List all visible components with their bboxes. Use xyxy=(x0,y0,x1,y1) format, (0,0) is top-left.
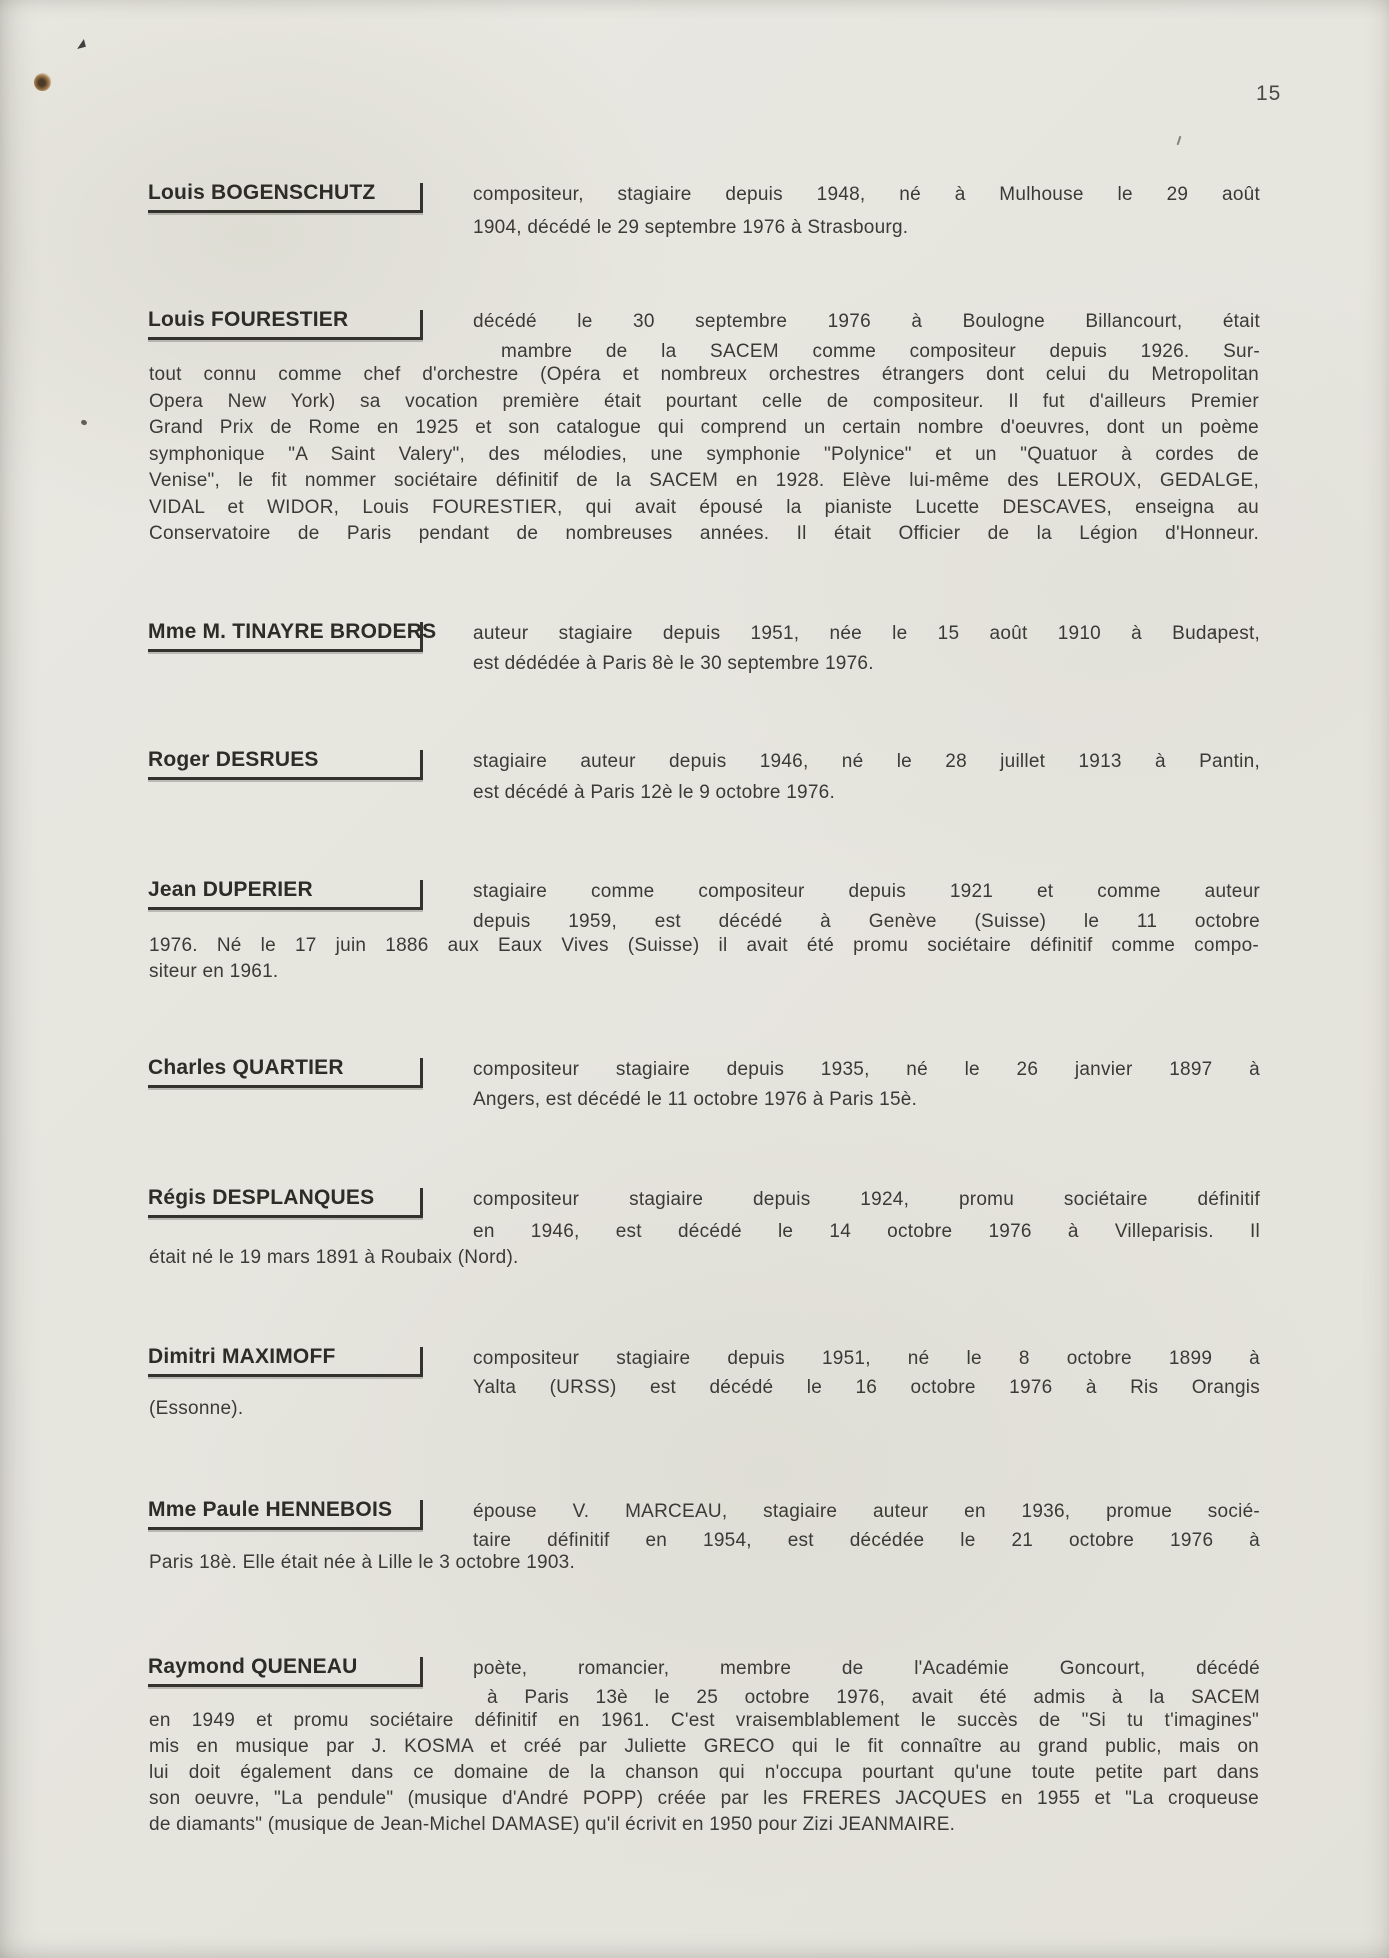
entry-name: Mme M. TINAYRE BRODERS xyxy=(148,620,437,643)
entry-col-line: compositeur stagiaire depuis 1924, promu sociétaire définitif xyxy=(473,1189,1260,1210)
entry-maximoff xyxy=(0,1347,1389,1432)
entry-col-line: décédé le 30 septembre 1976 à Boulogne Billancourt, était xyxy=(473,311,1260,332)
entry-col-line: stagiaire comme compositeur depuis 1921 et comme auteur xyxy=(473,881,1260,902)
entry-full-line: en 1949 et promu sociétaire définitif en 1961. C'est vraisemblablement le succès de "Si tu t'imagines" xyxy=(149,1710,1259,1731)
entry-full-line: de diamants" (musique de Jean-Michel DAMASE) qu'il écrivit en 1950 pour Zizi JEANMAIRE. xyxy=(149,1814,956,1835)
entry-full-line: 1976. Né le 17 juin 1886 aux Eaux Vives (Suisse) il avait été promu sociétaire définitif comme compo- xyxy=(149,935,1259,956)
entry-full-line: Grand Prix de Rome en 1925 et son catalogue qui comprend un certain nombre d'oeuvres, dont un poème xyxy=(149,417,1259,438)
entry-col-line: Angers, est décédé le 11 octobre 1976 à Paris 15è. xyxy=(473,1089,918,1110)
entry-name: Louis FOURESTIER xyxy=(148,308,349,331)
entry-name-block xyxy=(148,878,420,908)
name-underline xyxy=(148,1058,423,1088)
entry-col-line: poète, romancier, membre de l'Académie Goncourt, décédé xyxy=(473,1658,1260,1679)
entry-full-line: Venise", le fit nommer sociétaire définitif de la SACEM en 1928. Elève lui-même des LEROUX, GEDALGE, xyxy=(149,470,1259,491)
entry-full-line: tout connu comme chef d'orchestre (Opéra et nombreux orchestres étrangers dont celui du Metropolitan xyxy=(149,364,1259,385)
entry-col-line: auteur stagiaire depuis 1951, née le 15 août 1910 à Budapest, xyxy=(473,623,1260,644)
entry-col-line: depuis 1959, est décédé à Genève (Suisse) le 11 octobre xyxy=(473,911,1260,932)
entry-name: Mme Paule HENNEBOIS xyxy=(148,1498,393,1521)
name-underline xyxy=(148,880,423,910)
entry-name-block xyxy=(148,748,420,778)
entry-full-line: son oeuvre, "La pendule" (musique d'André POPP) créée par les FRERES JACQUES en 1955 et "La croqueuse xyxy=(149,1788,1259,1809)
entry-full-line: Paris 18è. Elle était née à Lille le 3 octobre 1903. xyxy=(149,1552,575,1573)
entry-col-line: compositeur stagiaire depuis 1935, né le 26 janvier 1897 à xyxy=(473,1059,1260,1080)
entry-col-line: taire définitif en 1954, est décédée le 21 octobre 1976 à xyxy=(473,1530,1260,1551)
entry-tinayre-broders xyxy=(0,622,1389,692)
entry-full-line: lui doit également dans ce domaine de la chanson qui n'occupa pourtant qu'une toute petite part dans xyxy=(149,1762,1259,1783)
entry-desplanques xyxy=(0,1188,1389,1283)
name-underline xyxy=(148,310,423,340)
entry-name: Dimitri MAXIMOFF xyxy=(148,1345,336,1368)
entry-name: Régis DESPLANQUES xyxy=(148,1186,375,1209)
entry-col-line: en 1946, est décédé le 14 octobre 1976 à Villeparisis. Il xyxy=(473,1221,1260,1242)
entry-col-line: Yalta (URSS) est décédé le 16 octobre 1976 à Ris Orangis xyxy=(473,1377,1260,1398)
entry-col-line: épouse V. MARCEAU, stagiaire auteur en 1936, promue socié- xyxy=(473,1501,1260,1522)
entry-col-line: compositeur stagiaire depuis 1951, né le 8 octobre 1899 à xyxy=(473,1348,1260,1369)
paper-speck-icon xyxy=(75,39,86,49)
entry-full-line: siteur en 1961. xyxy=(149,961,279,982)
entry-name-block xyxy=(148,1186,420,1216)
entry-name-block xyxy=(148,1498,420,1528)
entry-col-line: est décédé à Paris 12è le 9 octobre 1976. xyxy=(473,782,835,803)
paper-speck-icon xyxy=(1177,136,1182,145)
name-underline xyxy=(148,620,437,652)
entry-name-block xyxy=(148,1056,420,1086)
entry-name-block xyxy=(148,1345,420,1375)
entry-full-line: mis en musique par J. KOSMA et créé par Juliette GRECO qui le fit connaître au grand public, mais on xyxy=(149,1736,1259,1757)
entry-full-line: (Essonne). xyxy=(149,1398,244,1419)
entry-full-line: Conservatoire de Paris pendant de nombreuses années. Il était Officier de la Légion d'Honneur. xyxy=(149,523,1259,544)
page-number: 15 xyxy=(1256,82,1282,105)
entry-name-block xyxy=(148,181,420,211)
entry-queneau xyxy=(0,1657,1389,1847)
entry-name-block xyxy=(148,308,420,338)
entry-hennebois xyxy=(0,1500,1389,1585)
name-underline xyxy=(148,750,423,780)
entry-bogenschutz xyxy=(0,183,1389,253)
entry-desrues xyxy=(0,750,1389,820)
name-underline xyxy=(148,1188,423,1218)
name-underline xyxy=(148,1657,423,1687)
entry-col-line: compositeur, stagiaire depuis 1948, né à Mulhouse le 29 août xyxy=(473,184,1260,205)
entry-name: Roger DESRUES xyxy=(148,748,319,771)
entry-name: Charles QUARTIER xyxy=(148,1056,344,1079)
entry-full-line: Opera New York) sa vocation première était pourtant celle de compositeur. Il fut d'ailleurs Premier xyxy=(149,391,1259,412)
name-underline xyxy=(148,183,423,213)
entry-col-line: mambre de la SACEM comme compositeur depuis 1926. Sur- xyxy=(501,341,1260,362)
paper-stain-icon xyxy=(34,73,51,91)
entry-col-line: stagiaire auteur depuis 1946, né le 28 juillet 1913 à Pantin, xyxy=(473,751,1260,772)
entry-name: Jean DUPERIER xyxy=(148,878,313,901)
entry-full-line: symphonique "A Saint Valery", des mélodies, une symphonie "Polynice" et un "Quatuor à cordes de xyxy=(149,444,1259,465)
entry-col-line: à Paris 13è le 25 octobre 1976, avait été admis à la SACEM xyxy=(487,1687,1260,1708)
entry-name-block xyxy=(148,1655,420,1685)
entry-full-line: était né le 19 mars 1891 à Roubaix (Nord). xyxy=(149,1247,519,1268)
name-underline xyxy=(148,1347,423,1377)
entry-duperier xyxy=(0,880,1389,990)
entry-fourestier xyxy=(0,310,1389,550)
entry-name-block xyxy=(148,620,437,650)
entry-full-line: VIDAL et WIDOR, Louis FOURESTIER, qui avait épousé la pianiste Lucette DESCAVES, enseigna au xyxy=(149,497,1259,518)
entry-quartier xyxy=(0,1058,1389,1128)
entry-name: Raymond QUENEAU xyxy=(148,1655,358,1678)
entry-name: Louis BOGENSCHUTZ xyxy=(148,181,376,204)
entry-col-line: est dédédée à Paris 8è le 30 septembre 1976. xyxy=(473,653,874,674)
entry-col-line: 1904, décédé le 29 septembre 1976 à Strasbourg. xyxy=(473,217,909,238)
name-underline xyxy=(148,1500,423,1530)
